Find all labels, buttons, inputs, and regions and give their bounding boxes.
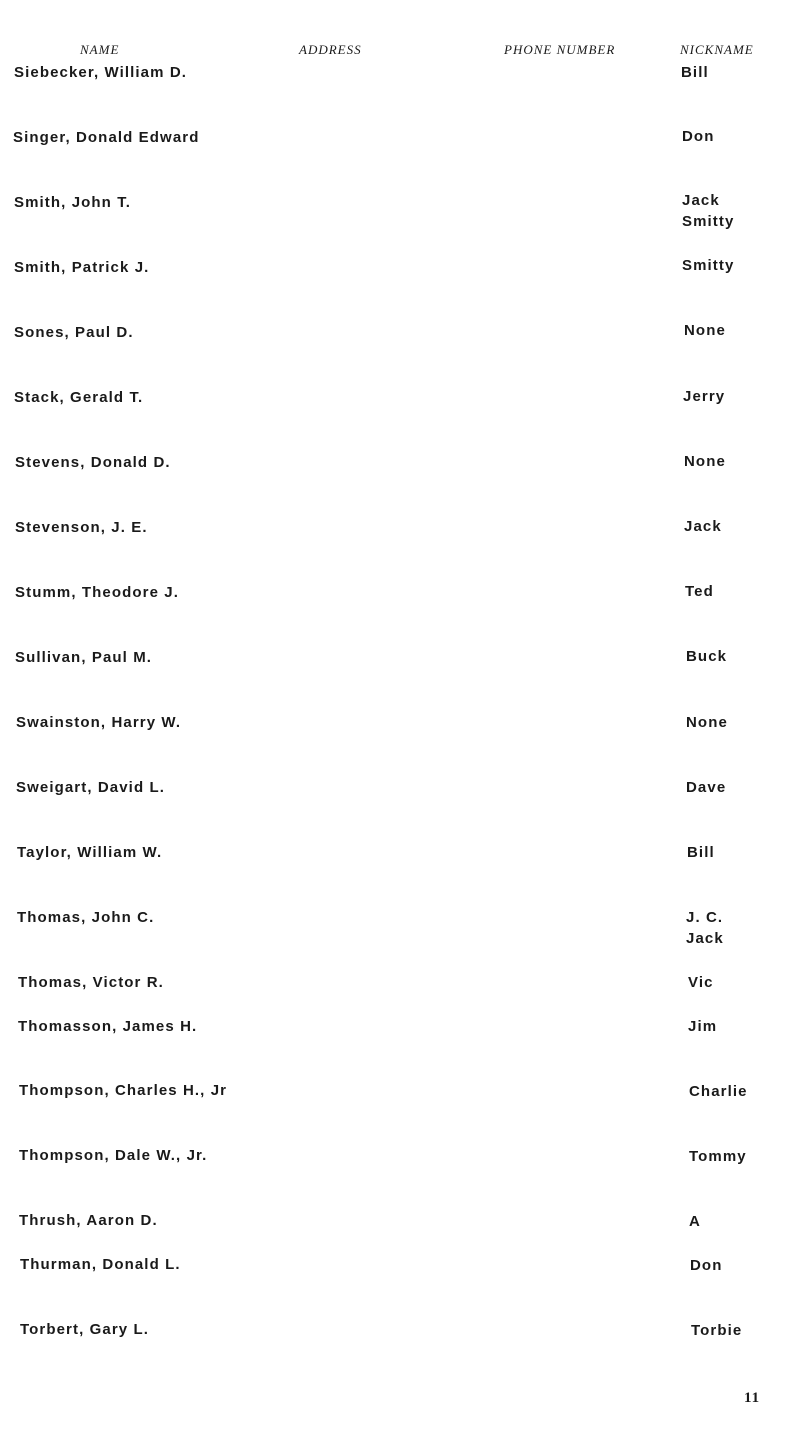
- entry-name: Thurman, Donald L.: [20, 1256, 181, 1273]
- entry-name: Thomas, Victor R.: [18, 974, 164, 991]
- nickname-line: Vic: [688, 974, 714, 991]
- entry-nickname: [684, 320, 726, 341]
- nickname-line: None: [684, 322, 726, 339]
- entry-name: Sweigart, David L.: [16, 779, 165, 796]
- nickname-line: Smitty: [682, 257, 735, 274]
- header-address: ADDRESS: [299, 42, 362, 57]
- nickname-line: Buck: [686, 648, 728, 665]
- nickname-line: Don: [690, 1257, 723, 1274]
- header-nickname: NICKNAME: [680, 42, 754, 57]
- entry-name: Thrush, Aaron D.: [19, 1212, 158, 1229]
- entry-nickname: [685, 581, 714, 602]
- entry-name: Stevenson, J. E.: [15, 519, 148, 536]
- entry-nickname: [691, 1320, 742, 1341]
- nickname-line: None: [686, 714, 728, 731]
- entry-name: Sones, Paul D.: [14, 324, 134, 341]
- nickname-line: J. C.: [686, 909, 724, 926]
- entry-nickname: [690, 1255, 722, 1276]
- entry-nickname: [686, 646, 727, 667]
- entry-name: Taylor, William W.: [17, 844, 163, 861]
- nickname-line: Dave: [686, 779, 727, 796]
- nickname-line: Jerry: [683, 388, 726, 405]
- entry-name: Siebecker, William D.: [14, 64, 188, 81]
- header-name: NAME: [80, 42, 120, 57]
- nickname-line: Tommy: [689, 1148, 747, 1165]
- entry-name: Thompson, Charles H., Jr: [19, 1082, 228, 1099]
- entry-nickname: [687, 842, 715, 863]
- entry-name: Singer, Donald Edward: [13, 129, 200, 146]
- header-phone-number: PHONE NUMBER: [504, 42, 616, 57]
- entry-name: Stack, Gerald T.: [14, 389, 144, 406]
- entry-name: Torbert, Gary L.: [20, 1321, 150, 1338]
- page-number: 11: [744, 1390, 761, 1406]
- entry-name: Thompson, Dale W., Jr.: [19, 1147, 208, 1164]
- entry-name: Swainston, Harry W.: [16, 714, 182, 731]
- nickname-line: Bill: [681, 64, 709, 81]
- nickname-line: A: [689, 1213, 701, 1230]
- entry-nickname: [686, 777, 726, 798]
- entry-name: Thomasson, James H.: [18, 1018, 198, 1035]
- entry-nickname: [684, 516, 722, 537]
- nickname-line: Bill: [687, 844, 715, 861]
- nickname-line: Jack: [684, 518, 722, 535]
- entry-name: Stevens, Donald D.: [15, 454, 171, 471]
- entry-nickname: [682, 255, 734, 276]
- column-header: [0, 42, 802, 62]
- entry-nickname: [681, 62, 709, 83]
- entry-name: Stumm, Theodore J.: [15, 584, 179, 601]
- entry-nickname: [689, 1081, 748, 1102]
- entry-nickname: [686, 712, 728, 733]
- nickname-line: Torbie: [691, 1322, 743, 1339]
- nickname-line: Ted: [685, 583, 714, 600]
- nickname-line: Don: [682, 128, 715, 145]
- entry-nickname: [689, 1146, 747, 1167]
- nickname-line: Charlie: [689, 1083, 748, 1100]
- entry-nickname: [682, 190, 734, 232]
- entry-name: Smith, John T.: [14, 194, 132, 211]
- nickname-line: Jim: [688, 1018, 718, 1035]
- entry-nickname: [684, 451, 726, 472]
- nickname-line: Jack: [686, 930, 724, 947]
- entry-nickname: [688, 972, 714, 993]
- entry-nickname: [686, 907, 724, 949]
- nickname-line: None: [684, 453, 726, 470]
- entry-nickname: [689, 1211, 701, 1232]
- entry-nickname: [688, 1016, 717, 1037]
- nickname-line: Smitty: [682, 213, 735, 230]
- entry-name: Thomas, John C.: [17, 909, 155, 926]
- entry-name: Smith, Patrick J.: [14, 259, 150, 276]
- entry-nickname: [683, 386, 725, 407]
- entry-nickname: [682, 126, 714, 147]
- nickname-line: Jack: [682, 192, 720, 209]
- entry-name: Sullivan, Paul M.: [15, 649, 153, 666]
